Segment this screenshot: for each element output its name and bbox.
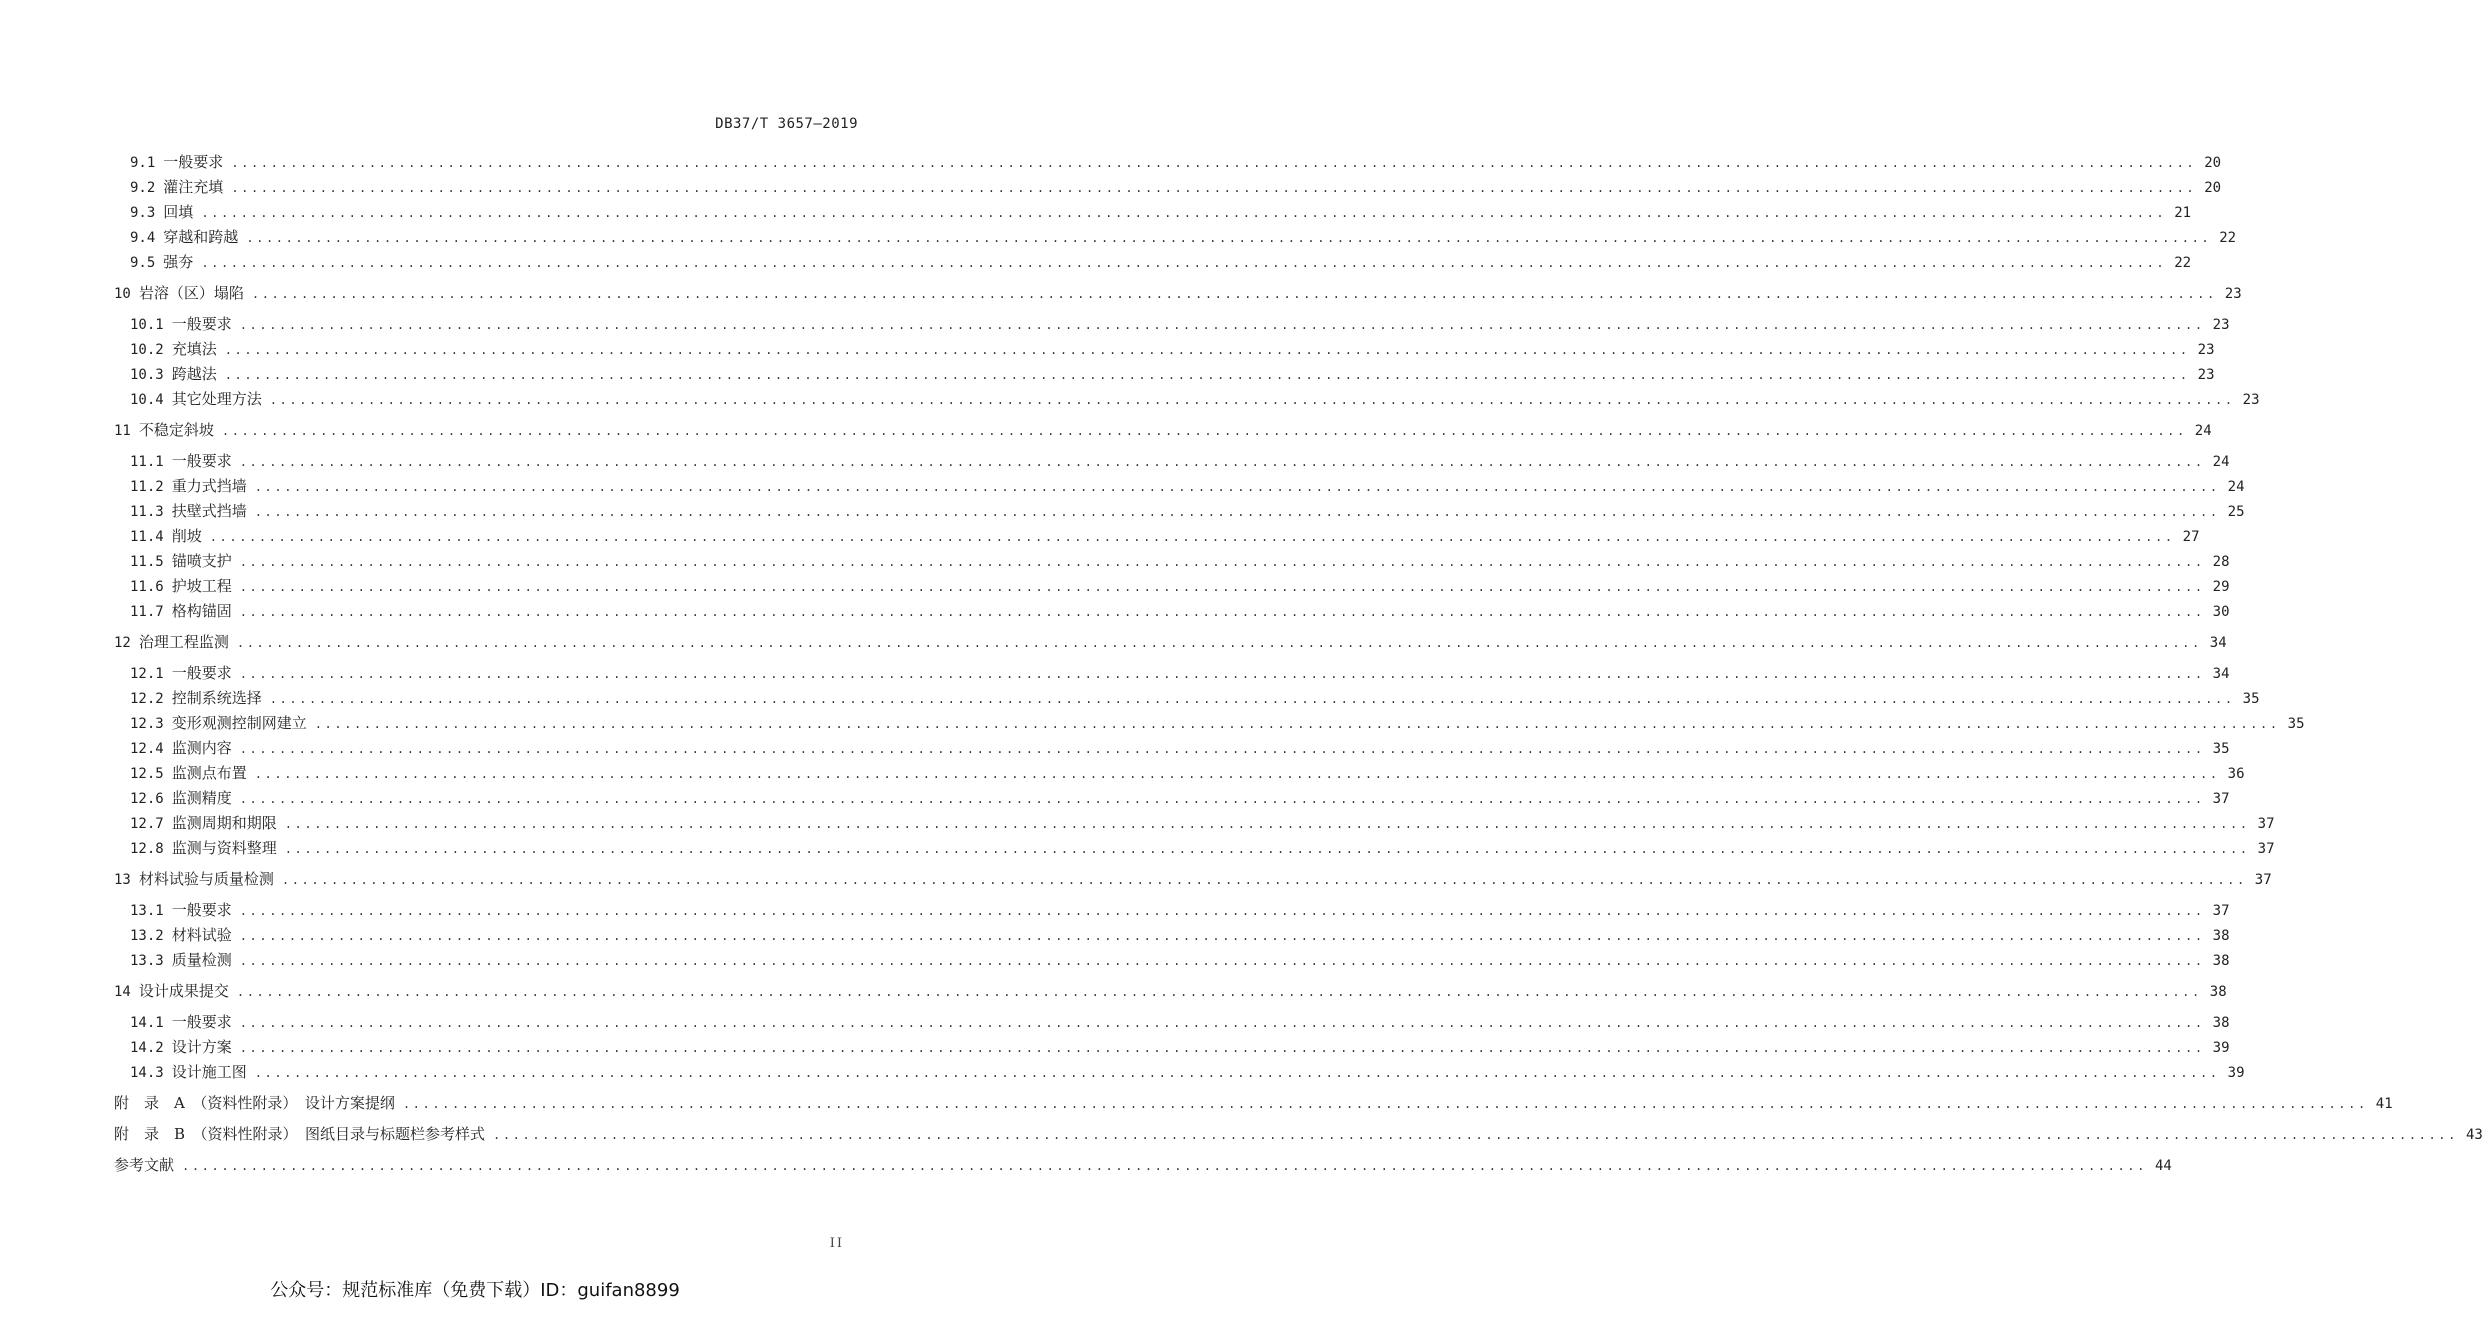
toc-entry-number: 9.4 (130, 230, 156, 246)
toc-leader-dots: ........................................................................................................................................................................................................ (236, 985, 2202, 999)
toc-leader-dots: ........................................................................................................................................................................................................ (254, 767, 2220, 781)
toc-entry-title: 充填法 (171, 340, 217, 358)
document-code: DB37/T 3657—2019 (715, 116, 858, 132)
toc-entry-page: 37 (2257, 841, 2275, 857)
toc-entry-title: 控制系统选择 (171, 689, 262, 707)
toc-section-entry[interactable] (130, 900, 2230, 921)
toc-entry-number: 10.4 (130, 392, 164, 408)
toc-leader-dots: ........................................................................................................................................................................................................ (251, 287, 2217, 301)
toc-entry-title: 质量检测 (171, 951, 232, 969)
toc-entry-title: 扶壁式挡墙 (171, 502, 247, 520)
toc-entry-page: 20 (2204, 155, 2222, 171)
toc-entry-number: 13.2 (130, 928, 164, 944)
toc-section-entry[interactable] (130, 551, 2230, 572)
toc-appendix-entry[interactable] (114, 1124, 2483, 1145)
toc-entry-number: 9.2 (130, 180, 156, 196)
toc-entry-number: 11.6 (130, 579, 164, 595)
toc-entry-title: 监测与资料整理 (171, 839, 277, 857)
toc-entry-number: 11.4 (130, 529, 164, 545)
toc-entry-number: 10.1 (130, 317, 164, 333)
toc-entry-page: 43 (2465, 1127, 2483, 1143)
toc-entry-number: 10.2 (130, 342, 164, 358)
toc-entry-title: 强夯 (163, 253, 194, 271)
toc-entry-number: 11.5 (130, 554, 164, 570)
toc-leader-dots: ........................................................................................................................................................................................................ (239, 792, 2205, 806)
toc-chapter-entry[interactable] (114, 981, 2227, 1002)
toc-section-entry[interactable] (130, 227, 2237, 248)
toc-entry-page: 39 (2212, 1040, 2230, 1056)
toc-entry-number: 13.3 (130, 953, 164, 969)
toc-entry-title: 一般要求 (163, 153, 224, 171)
toc-section-entry[interactable] (130, 713, 2305, 734)
toc-section-entry[interactable] (130, 601, 2230, 622)
footer-watermark-text: 公众号：规范标准库（免费下载）ID：guifan8899 (270, 1280, 680, 1301)
toc-entry-title: 材料试验与质量检测 (138, 870, 274, 888)
toc-section-entry[interactable] (130, 501, 2245, 522)
toc-section-entry[interactable] (130, 1037, 2230, 1058)
toc-entry-title: 一般要求 (171, 664, 232, 682)
toc-entry-number: 11.7 (130, 604, 164, 620)
toc-entry-page: 35 (2287, 716, 2305, 732)
toc-chapter-entry[interactable] (114, 420, 2212, 441)
toc-entry-page: 36 (2227, 766, 2245, 782)
toc-entry-page: 20 (2204, 180, 2222, 196)
toc-entry-title: 回填 (163, 203, 194, 221)
toc-entry-number: 14.2 (130, 1040, 164, 1056)
toc-entry-title: 设计施工图 (171, 1063, 247, 1081)
toc-entry-title: 不稳定斜坡 (138, 421, 214, 439)
toc-leader-dots: ........................................................................................................................................................................................................ (254, 505, 2220, 519)
toc-entry-page: 34 (2209, 635, 2227, 651)
toc-entry-number: 14 (114, 984, 131, 1000)
toc-entry-page: 21 (2174, 205, 2192, 221)
toc-section-entry[interactable] (130, 1012, 2230, 1033)
toc-entry-title: 穿越和跨越 (163, 228, 239, 246)
toc-section-entry[interactable] (130, 152, 2222, 173)
toc-entry-title: 重力式挡墙 (171, 477, 247, 495)
toc-leader-dots: ........................................................................................................................................................................................................ (284, 817, 2250, 831)
toc-entry-number: 12.5 (130, 766, 164, 782)
toc-section-entry[interactable] (130, 950, 2230, 971)
toc-chapter-entry[interactable] (114, 869, 2272, 890)
toc-leader-dots: ........................................................................................................................................................................................................ (221, 424, 2187, 438)
toc-entry-number: 14.3 (130, 1065, 164, 1081)
toc-entry-title: 设计成果提交 (138, 982, 229, 1000)
toc-leader-dots: ........................................................................................................................................................................................................ (254, 1066, 2220, 1080)
toc-leader-dots: ........................................................................................................................................................................................................ (269, 692, 2235, 706)
toc-section-entry[interactable] (130, 252, 2192, 273)
toc-leader-dots: ........................................................................................................................................................................................................ (284, 842, 2250, 856)
toc-entry-page: 37 (2212, 791, 2230, 807)
toc-section-entry[interactable] (130, 688, 2260, 709)
toc-section-entry[interactable] (130, 788, 2230, 809)
toc-entry-title: 削坡 (171, 527, 202, 545)
toc-entry-title: 格构锚固 (171, 602, 232, 620)
toc-section-entry[interactable] (130, 339, 2215, 360)
toc-section-entry[interactable] (130, 202, 2192, 223)
toc-entry-number: 12.1 (130, 666, 164, 682)
toc-entry-title: 治理工程监测 (138, 633, 229, 651)
toc-entry-page: 38 (2212, 1015, 2230, 1031)
toc-entry-title: 一般要求 (171, 901, 232, 919)
toc-entry-page: 35 (2212, 741, 2230, 757)
toc-leader-dots: ........................................................................................................................................................................................................ (254, 480, 2220, 494)
toc-entry-page: 38 (2212, 928, 2230, 944)
toc-leader-dots: ........................................................................................................................................................................................................ (224, 343, 2190, 357)
toc-chapter-entry[interactable] (114, 283, 2242, 304)
toc-leader-dots: ........................................................................................................................................................................................................ (239, 1041, 2205, 1055)
toc-section-entry[interactable] (130, 389, 2260, 410)
toc-entry-title: 监测周期和期限 (171, 814, 277, 832)
toc-entry-page: 23 (2242, 392, 2260, 408)
toc-entry-number: 9.1 (130, 155, 156, 171)
toc-entry-page: 35 (2242, 691, 2260, 707)
toc-entry-page: 44 (2154, 1158, 2172, 1174)
toc-section-entry[interactable] (130, 1062, 2245, 1083)
toc-leader-dots: ........................................................................................................................................................................................................ (239, 1016, 2205, 1030)
toc-entry-title: 参考文献 (114, 1156, 175, 1174)
toc-entry-page: 23 (2197, 367, 2215, 383)
toc-entry-title: 岩溶（区）塌陷 (138, 284, 244, 302)
toc-entry-number: 11 (114, 423, 131, 439)
toc-section-entry[interactable] (130, 314, 2230, 335)
toc-leader-dots: ........................................................................................................................................................................................................ (314, 717, 2280, 731)
toc-entry-number: 10 (114, 286, 131, 302)
toc-leader-dots: ........................................................................................................................................................................................................ (239, 605, 2205, 619)
toc-section-entry[interactable] (130, 738, 2230, 759)
toc-entry-page: 23 (2197, 342, 2215, 358)
toc-entry-number: 14.1 (130, 1015, 164, 1031)
toc-entry-page: 22 (2174, 255, 2192, 271)
toc-entry-page: 41 (2375, 1096, 2393, 1112)
toc-entry-page: 37 (2212, 903, 2230, 919)
toc-entry-page: 28 (2212, 554, 2230, 570)
toc-leader-dots: ........................................................................................................................................................................................................ (239, 954, 2205, 968)
toc-section-entry[interactable] (130, 526, 2200, 547)
toc-section-entry[interactable] (130, 663, 2230, 684)
toc-section-entry[interactable] (130, 364, 2215, 385)
toc-appendix-entry[interactable] (114, 1155, 2172, 1176)
toc-entry-title: 灌注充填 (163, 178, 224, 196)
toc-entry-page: 25 (2227, 504, 2245, 520)
toc-entry-number: 9.3 (130, 205, 156, 221)
toc-leader-dots: ........................................................................................................................................................................................................ (239, 580, 2205, 594)
page-number: II (829, 1236, 844, 1251)
toc-entry-title: 一般要求 (171, 452, 232, 470)
toc-entry-title: 锚喷支护 (171, 552, 232, 570)
toc-entry-number: 12.3 (130, 716, 164, 732)
toc-leader-dots: ........................................................................................................................................................................................................ (239, 455, 2205, 469)
toc-entry-page: 34 (2212, 666, 2230, 682)
toc-leader-dots: ........................................................................................................................................................................................................ (231, 156, 2197, 170)
toc-section-entry[interactable] (130, 451, 2230, 472)
toc-leader-dots: ........................................................................................................................................................................................................ (201, 206, 2167, 220)
toc-leader-dots: ........................................................................................................................................................................................................ (269, 393, 2235, 407)
toc-entry-page: 37 (2257, 816, 2275, 832)
toc-leader-dots: ........................................................................................................................................................................................................ (236, 636, 2202, 650)
toc-leader-dots: ........................................................................................................................................................................................................ (182, 1159, 2147, 1173)
toc-entry-title: 附 录 A （资料性附录） 设计方案提纲 (114, 1094, 395, 1112)
toc-entry-title: 附 录 B （资料性附录） 图纸目录与标题栏参考样式 (114, 1125, 486, 1143)
toc-entry-number: 12.4 (130, 741, 164, 757)
toc-entry-number: 12.6 (130, 791, 164, 807)
toc-entry-number: 12 (114, 635, 131, 651)
toc-leader-dots: ........................................................................................................................................................................................................ (239, 904, 2205, 918)
toc-entry-title: 跨越法 (171, 365, 217, 383)
toc-appendix-entry[interactable] (114, 1093, 2393, 1114)
toc-leader-dots: ........................................................................................................................................................................................................ (493, 1128, 2458, 1142)
toc-leader-dots: ........................................................................................................................................................................................................ (281, 873, 2247, 887)
toc-entry-number: 10.3 (130, 367, 164, 383)
toc-entry-title: 一般要求 (171, 1013, 232, 1031)
toc-section-entry[interactable] (130, 177, 2222, 198)
toc-entry-page: 37 (2254, 872, 2272, 888)
toc-section-entry[interactable] (130, 763, 2245, 784)
toc-entry-title: 其它处理方法 (171, 390, 262, 408)
toc-entry-number: 11.3 (130, 504, 164, 520)
toc-entry-number: 11.1 (130, 454, 164, 470)
toc-entry-title: 变形观测控制网建立 (171, 714, 307, 732)
toc-section-entry[interactable] (130, 838, 2275, 859)
toc-entry-number: 9.5 (130, 255, 156, 271)
toc-entry-title: 一般要求 (171, 315, 232, 333)
toc-entry-number: 12.8 (130, 841, 164, 857)
toc-entry-title: 材料试验 (171, 926, 232, 944)
toc-leader-dots: ........................................................................................................................................................................................................ (239, 929, 2205, 943)
toc-entry-number: 12.7 (130, 816, 164, 832)
toc-entry-page: 24 (2194, 423, 2212, 439)
toc-leader-dots: ........................................................................................................................................................................................................ (239, 555, 2205, 569)
toc-entry-number: 11.2 (130, 479, 164, 495)
toc-entry-page: 38 (2209, 984, 2227, 1000)
toc-entry-page: 39 (2227, 1065, 2245, 1081)
toc-entry-page: 24 (2227, 479, 2245, 495)
toc-section-entry[interactable] (130, 576, 2230, 597)
toc-leader-dots: ........................................................................................................................................................................................................ (239, 667, 2205, 681)
toc-leader-dots: ........................................................................................................................................................................................................ (239, 742, 2205, 756)
toc-entry-page: 23 (2224, 286, 2242, 302)
toc-entry-page: 30 (2212, 604, 2230, 620)
toc-entry-title: 设计方案 (171, 1038, 232, 1056)
toc-leader-dots: ........................................................................................................................................................................................................ (231, 181, 2197, 195)
toc-entry-number: 13 (114, 872, 131, 888)
toc-section-entry[interactable] (130, 476, 2245, 497)
toc-leader-dots: ........................................................................................................................................................................................................ (246, 231, 2212, 245)
toc-entry-title: 监测点布置 (171, 764, 247, 782)
toc-entry-page: 27 (2182, 529, 2200, 545)
toc-section-entry[interactable] (130, 813, 2275, 834)
toc-chapter-entry[interactable] (114, 632, 2227, 653)
toc-entry-number: 12.2 (130, 691, 164, 707)
toc-leader-dots: ........................................................................................................................................................................................................ (209, 530, 2175, 544)
toc-entry-title: 监测内容 (171, 739, 232, 757)
toc-leader-dots: ........................................................................................................................................................................................................ (239, 318, 2205, 332)
toc-entry-title: 监测精度 (171, 789, 232, 807)
toc-entry-title: 护坡工程 (171, 577, 232, 595)
toc-entry-page: 22 (2219, 230, 2237, 246)
toc-entry-page: 38 (2212, 953, 2230, 969)
toc-leader-dots: ........................................................................................................................................................................................................ (201, 256, 2167, 270)
toc-leader-dots: ........................................................................................................................................................................................................ (402, 1097, 2368, 1111)
toc-entry-number: 13.1 (130, 903, 164, 919)
toc-entry-page: 29 (2212, 579, 2230, 595)
toc-section-entry[interactable] (130, 925, 2230, 946)
toc-entry-page: 24 (2212, 454, 2230, 470)
toc-entry-page: 23 (2212, 317, 2230, 333)
toc-leader-dots: ........................................................................................................................................................................................................ (224, 368, 2190, 382)
